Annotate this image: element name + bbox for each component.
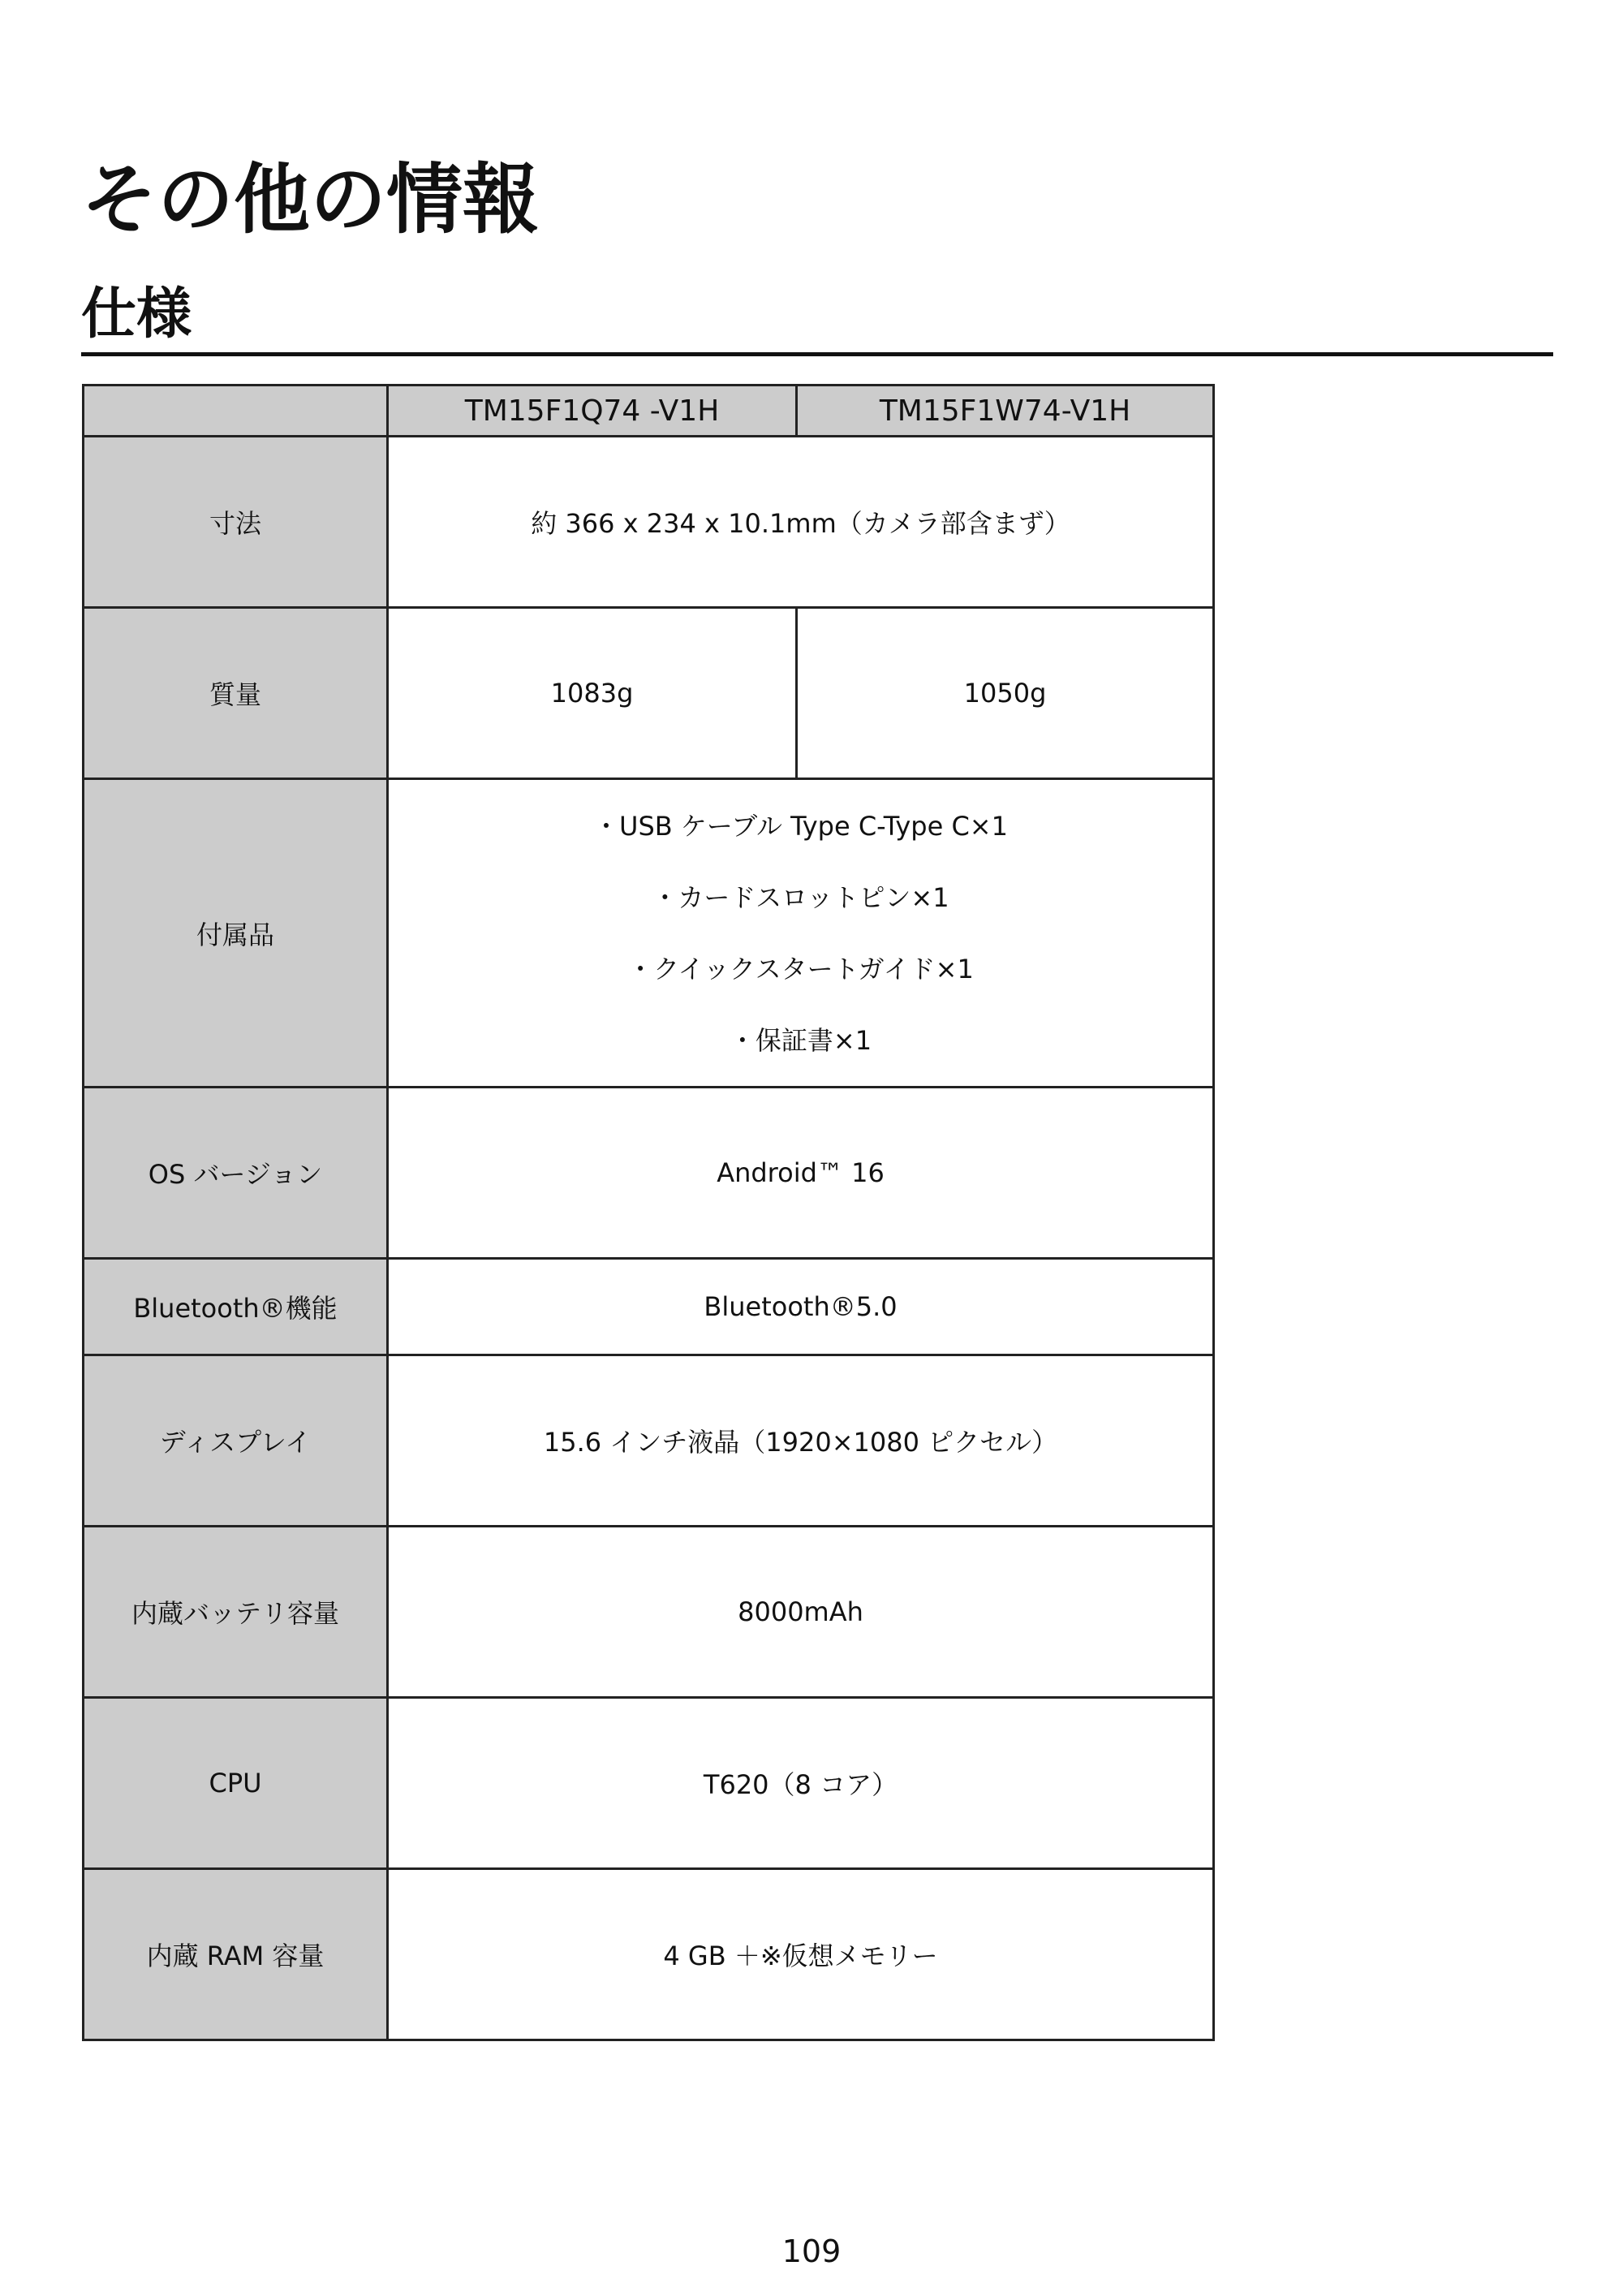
- row-label-weight: 質量: [84, 608, 388, 779]
- row-label-display: ディスプレイ: [84, 1355, 388, 1527]
- section-divider: [81, 352, 1553, 356]
- row-value-dimensions: 約 366 x 234 x 10.1mm（カメラ部含まず）: [388, 437, 1214, 608]
- list-item: ・USB ケーブル Type C-Type C×1: [593, 810, 1008, 842]
- row-value-display: 15.6 インチ液晶（1920×1080 ピクセル）: [388, 1355, 1214, 1527]
- table-corner-cell: [84, 386, 388, 437]
- row-label-battery: 内蔵バッテリ容量: [84, 1527, 388, 1698]
- table-row-display: [84, 1355, 1214, 1527]
- row-label-os-version: OS バージョン: [84, 1088, 388, 1259]
- row-value-weight-model-1: 1083g: [388, 608, 797, 779]
- page-number: 109: [781, 2234, 842, 2269]
- list-item: ・クイックスタートガイド×1: [627, 953, 974, 984]
- row-label-ram: 内蔵 RAM 容量: [84, 1869, 388, 2040]
- row-value-accessories: [388, 779, 1214, 1088]
- row-value-battery: 8000mAh: [388, 1527, 1214, 1698]
- accessory-list: [397, 790, 1204, 1076]
- table-row-cpu: [84, 1698, 1214, 1869]
- row-value-os-version: Android™ 16: [388, 1088, 1214, 1259]
- row-label-accessories: 付属品: [84, 779, 388, 1088]
- model-2-header: TM15F1W74-V1H: [797, 386, 1214, 437]
- table-row-dimensions: [84, 437, 1214, 608]
- row-label-cpu: CPU: [84, 1698, 388, 1869]
- page-title: その他の情報: [81, 156, 540, 244]
- row-label-dimensions: 寸法: [84, 437, 388, 608]
- table-header-row: [84, 386, 1214, 437]
- table-row-battery: [84, 1527, 1214, 1698]
- row-value-bluetooth: Bluetooth®5.0: [388, 1259, 1214, 1355]
- row-value-ram: 4 GB ＋※仮想メモリー: [388, 1869, 1214, 2040]
- section-title: 仕様: [81, 282, 192, 347]
- row-label-bluetooth: Bluetooth®機能: [84, 1259, 388, 1355]
- row-value-weight-model-2: 1050g: [797, 608, 1214, 779]
- table-row-weight: [84, 608, 1214, 779]
- spec-table: [82, 384, 1215, 2041]
- table-row-accessories: [84, 779, 1214, 1088]
- list-item: ・保証書×1: [729, 1024, 872, 1056]
- model-1-header: TM15F1Q74 -V1H: [388, 386, 797, 437]
- table-row-ram: [84, 1869, 1214, 2040]
- table-row-os-version: [84, 1088, 1214, 1259]
- row-value-cpu: T620（8 コア）: [388, 1698, 1214, 1869]
- list-item: ・カードスロットピン×1: [652, 881, 949, 913]
- table-row-bluetooth: [84, 1259, 1214, 1355]
